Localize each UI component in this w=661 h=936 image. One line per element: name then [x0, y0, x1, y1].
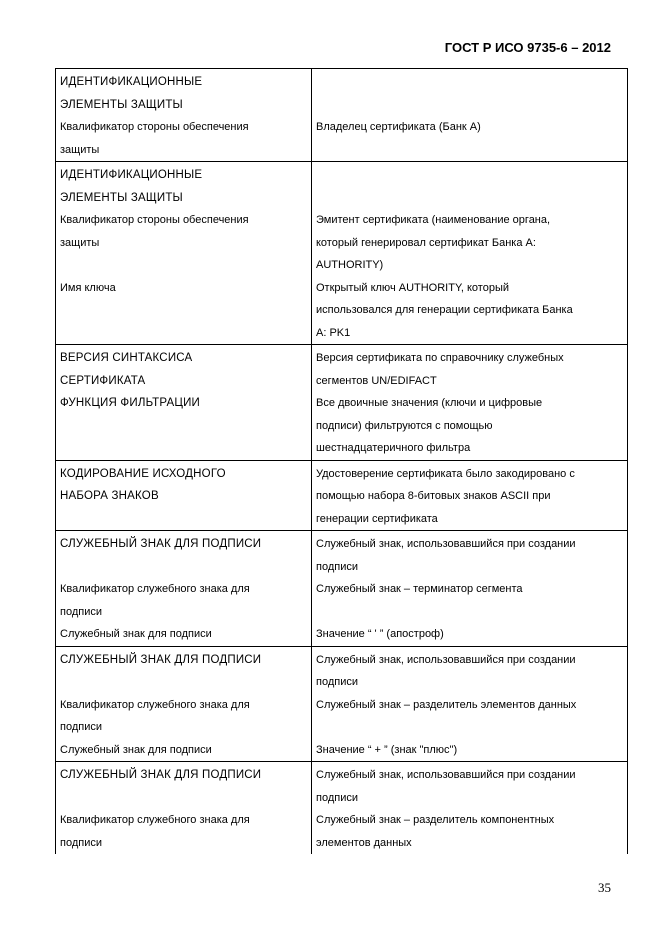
cell-line: Все двоичные значения (ключи и цифровые	[316, 397, 543, 409]
cell-line: СЕРТИФИКАТА	[60, 374, 146, 387]
cell-element-value	[312, 69, 628, 162]
cell-line: Служебный знак – разделитель элементов данных	[316, 698, 577, 711]
cell-element-value	[312, 162, 628, 345]
certificate-table	[55, 68, 628, 854]
cell-line: Квалификатор служебного знака для	[60, 698, 250, 711]
document-header: ГОСТ Р ИСО 9735-6 – 2012	[444, 40, 611, 55]
cell-element-name	[56, 646, 312, 762]
cell-line: СЛУЖЕБНЫЙ ЗНАК ДЛЯ ПОДПИСИ	[60, 538, 262, 550]
table-row	[56, 762, 628, 855]
cell-element-name	[56, 162, 312, 345]
cell-line: сегментов UN/EDIFACT	[316, 374, 437, 387]
cell-element-name	[56, 69, 312, 162]
cell-line: СЛУЖЕБНЫЙ ЗНАК ДЛЯ ПОДПИСИ	[60, 653, 262, 666]
cell-line: А: PK1	[316, 326, 351, 339]
cell-line	[316, 164, 623, 187]
cell-line: Значение “ ' ” (апостроф)	[316, 628, 444, 640]
cell-element-name	[56, 345, 312, 461]
cell-line: защиты	[60, 143, 100, 156]
cell-line: ЭЛЕМЕНТЫ ЗАЩИТЫ	[60, 98, 183, 111]
cell-line: СЛУЖЕБНЫЙ ЗНАК ДЛЯ ПОДПИСИ	[60, 769, 262, 781]
cell-element-value	[312, 762, 628, 855]
cell-line: Служебный знак – разделитель компонентных	[316, 814, 555, 826]
cell-element-value	[312, 345, 628, 461]
cell-line	[60, 671, 307, 694]
cell-line: защиты	[60, 236, 100, 249]
cell-line: Служебный знак, использовавшийся при создании	[316, 538, 576, 550]
cell-line	[60, 254, 307, 277]
cell-line: Удостоверение сертификата было закодировано с	[316, 467, 575, 480]
cell-line	[316, 94, 623, 117]
cell-line: подписи	[316, 560, 358, 573]
cell-line: Открытый ключ AUTHORITY, который	[316, 281, 509, 294]
cell-element-name	[56, 762, 312, 855]
cell-line	[60, 787, 307, 810]
cell-line: Квалификатор стороны обеспечения	[60, 214, 249, 226]
cell-line: подписи	[60, 836, 102, 849]
cell-line	[316, 716, 623, 739]
table-row	[56, 345, 628, 461]
table-row	[56, 460, 628, 531]
cell-line: ФУНКЦИЯ ФИЛЬТРАЦИИ	[60, 397, 200, 409]
table-row	[56, 162, 628, 345]
cell-line: Служебный знак для подписи	[60, 743, 212, 756]
page-number: 35	[598, 880, 611, 895]
cell-line: помощью набора 8-битовых знаков ASCII при	[316, 490, 551, 502]
table-row	[56, 646, 628, 762]
cell-line: Квалификатор служебного знака для	[60, 583, 250, 595]
cell-line: использовался для генерации сертификата Банка	[316, 304, 573, 316]
cell-line: КОДИРОВАНИЕ ИСХОДНОГО	[60, 467, 226, 480]
cell-line: Служебный знак, использовавшийся при создании	[316, 769, 576, 781]
cell-line	[316, 71, 623, 94]
cell-element-name	[56, 531, 312, 647]
cell-line: Квалификатор служебного знака для	[60, 814, 250, 826]
cell-element-name	[56, 460, 312, 531]
cell-element-value	[312, 531, 628, 647]
cell-line	[316, 601, 623, 624]
cell-line: Эмитент сертификата (наименование органа,	[316, 214, 551, 226]
cell-line: Имя ключа	[60, 281, 116, 294]
cell-line: подписи	[60, 605, 102, 618]
cell-line: Служебный знак – терминатор сегмента	[316, 583, 523, 595]
cell-line: подписи	[60, 721, 102, 733]
cell-line: подписи	[316, 791, 358, 804]
cell-element-value	[312, 646, 628, 762]
cell-line: ИДЕНТИФИКАЦИОННЫЕ	[60, 76, 203, 88]
cell-line: Служебный знак для подписи	[60, 628, 212, 640]
cell-line: элементов данных	[316, 836, 412, 849]
cell-line: шестнадцатеричного фильтра	[316, 442, 471, 454]
cell-line: генерации сертификата	[316, 512, 438, 525]
cell-line: который генерировал сертификат Банка А:	[316, 236, 536, 249]
cell-line: НАБОРА ЗНАКОВ	[60, 490, 159, 502]
cell-line: ВЕРСИЯ СИНТАКСИСА	[60, 352, 193, 364]
cell-line: AUTHORITY)	[316, 259, 384, 271]
cell-line	[316, 187, 623, 210]
cell-line: подписи	[316, 676, 358, 688]
cell-line: Владелец сертификата (Банк А)	[316, 121, 481, 133]
table-row	[56, 69, 628, 162]
cell-line: Служебный знак, использовавшийся при создании	[316, 653, 576, 666]
cell-element-value	[312, 460, 628, 531]
cell-line: ЭЛЕМЕНТЫ ЗАЩИТЫ	[60, 191, 183, 204]
cell-line: Версия сертификата по справочнику служебных	[316, 352, 564, 364]
cell-line	[60, 556, 307, 579]
cell-line: подписи) фильтруются с помощью	[316, 419, 493, 432]
table-row	[56, 531, 628, 647]
cell-line: ИДЕНТИФИКАЦИОННЫЕ	[60, 169, 203, 181]
cell-line: Значение “ + ” (знак "плюс")	[316, 743, 458, 756]
cell-line: Квалификатор стороны обеспечения	[60, 121, 249, 133]
